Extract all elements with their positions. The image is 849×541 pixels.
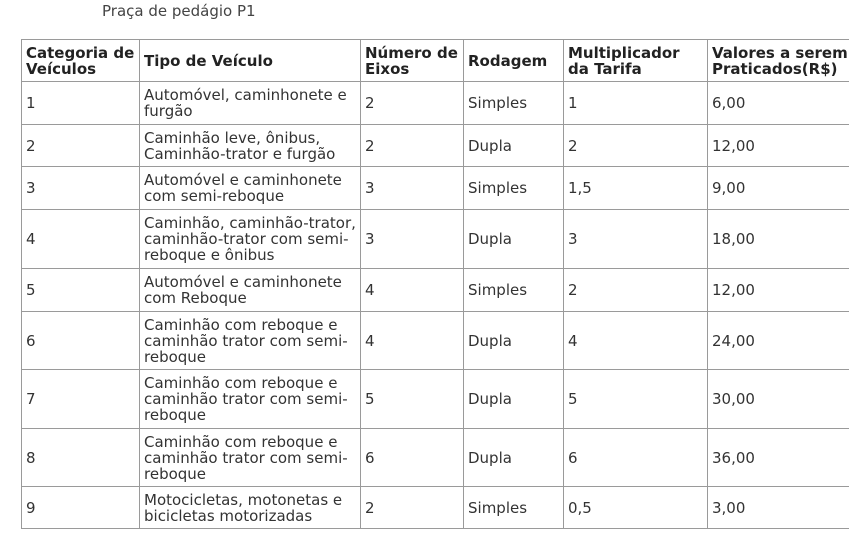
cell-eixos: 4 <box>361 269 464 312</box>
cell-categoria: 8 <box>22 429 140 487</box>
cell-categoria: 1 <box>22 82 140 125</box>
cell-categoria: 7 <box>22 370 140 429</box>
cell-categoria: 5 <box>22 269 140 312</box>
cell-eixos: 2 <box>361 487 464 529</box>
cell-categoria: 6 <box>22 312 140 370</box>
cell-rodagem: Simples <box>464 82 564 125</box>
cell-tipo: Automóvel, caminhonete e furgão <box>140 82 361 125</box>
cell-tipo: Caminhão, caminhão-trator, caminhão-trator com semi-reboque e ônibus <box>140 210 361 269</box>
cell-multiplicador: 2 <box>564 269 708 312</box>
cell-valor: 3,00 <box>708 487 849 529</box>
cell-eixos: 6 <box>361 429 464 487</box>
cell-eixos: 2 <box>361 82 464 125</box>
table-row <box>22 312 849 370</box>
cell-multiplicador: 4 <box>564 312 708 370</box>
cell-multiplicador: 0,5 <box>564 487 708 529</box>
cell-multiplicador: 5 <box>564 370 708 429</box>
header-row <box>22 40 849 82</box>
cell-categoria: 9 <box>22 487 140 529</box>
table-row <box>22 167 849 210</box>
cell-rodagem: Dupla <box>464 370 564 429</box>
header-rodagem: Rodagem <box>464 40 564 82</box>
header-categoria: Categoria de Veículos <box>22 40 140 82</box>
cell-rodagem: Dupla <box>464 125 564 167</box>
cell-categoria: 2 <box>22 125 140 167</box>
table-row <box>22 125 849 167</box>
table-row <box>22 370 849 429</box>
cell-rodagem: Dupla <box>464 312 564 370</box>
cell-rodagem: Simples <box>464 269 564 312</box>
cell-rodagem: Simples <box>464 167 564 210</box>
header-tipo: Tipo de Veículo <box>140 40 361 82</box>
table-row <box>22 269 849 312</box>
cell-tipo: Caminhão com reboque e caminhão trator com semi-reboque <box>140 312 361 370</box>
toll-rates-table <box>21 39 849 529</box>
cell-valor: 24,00 <box>708 312 849 370</box>
cell-valor: 12,00 <box>708 269 849 312</box>
table-row <box>22 82 849 125</box>
cell-eixos: 2 <box>361 125 464 167</box>
cell-rodagem: Dupla <box>464 210 564 269</box>
table-caption: Praça de pedágio P1 <box>102 2 256 20</box>
cell-eixos: 4 <box>361 312 464 370</box>
cell-tipo: Automóvel e caminhonete com Reboque <box>140 269 361 312</box>
cell-valor: 36,00 <box>708 429 849 487</box>
table-row <box>22 487 849 529</box>
cell-valor: 18,00 <box>708 210 849 269</box>
table-row <box>22 210 849 269</box>
cell-eixos: 3 <box>361 210 464 269</box>
header-valores: Valores a serem Praticados(R$) <box>708 40 849 82</box>
cell-rodagem: Simples <box>464 487 564 529</box>
cell-categoria: 3 <box>22 167 140 210</box>
cell-eixos: 3 <box>361 167 464 210</box>
cell-tipo: Automóvel e caminhonete com semi-reboque <box>140 167 361 210</box>
header-eixos: Número de Eixos <box>361 40 464 82</box>
cell-valor: 30,00 <box>708 370 849 429</box>
header-multiplicador: Multiplicador da Tarifa <box>564 40 708 82</box>
cell-multiplicador: 3 <box>564 210 708 269</box>
cell-tipo: Caminhão com reboque e caminhão trator com semi-reboque <box>140 429 361 487</box>
cell-multiplicador: 1,5 <box>564 167 708 210</box>
cell-multiplicador: 1 <box>564 82 708 125</box>
cell-tipo: Caminhão leve, ônibus, Caminhão-trator e furgão <box>140 125 361 167</box>
cell-eixos: 5 <box>361 370 464 429</box>
cell-valor: 12,00 <box>708 125 849 167</box>
cell-valor: 9,00 <box>708 167 849 210</box>
cell-tipo: Motocicletas, motonetas e bicicletas motorizadas <box>140 487 361 529</box>
cell-categoria: 4 <box>22 210 140 269</box>
cell-tipo: Caminhão com reboque e caminhão trator com semi-reboque <box>140 370 361 429</box>
table-row <box>22 429 849 487</box>
cell-valor: 6,00 <box>708 82 849 125</box>
cell-multiplicador: 2 <box>564 125 708 167</box>
cell-multiplicador: 6 <box>564 429 708 487</box>
cell-rodagem: Dupla <box>464 429 564 487</box>
